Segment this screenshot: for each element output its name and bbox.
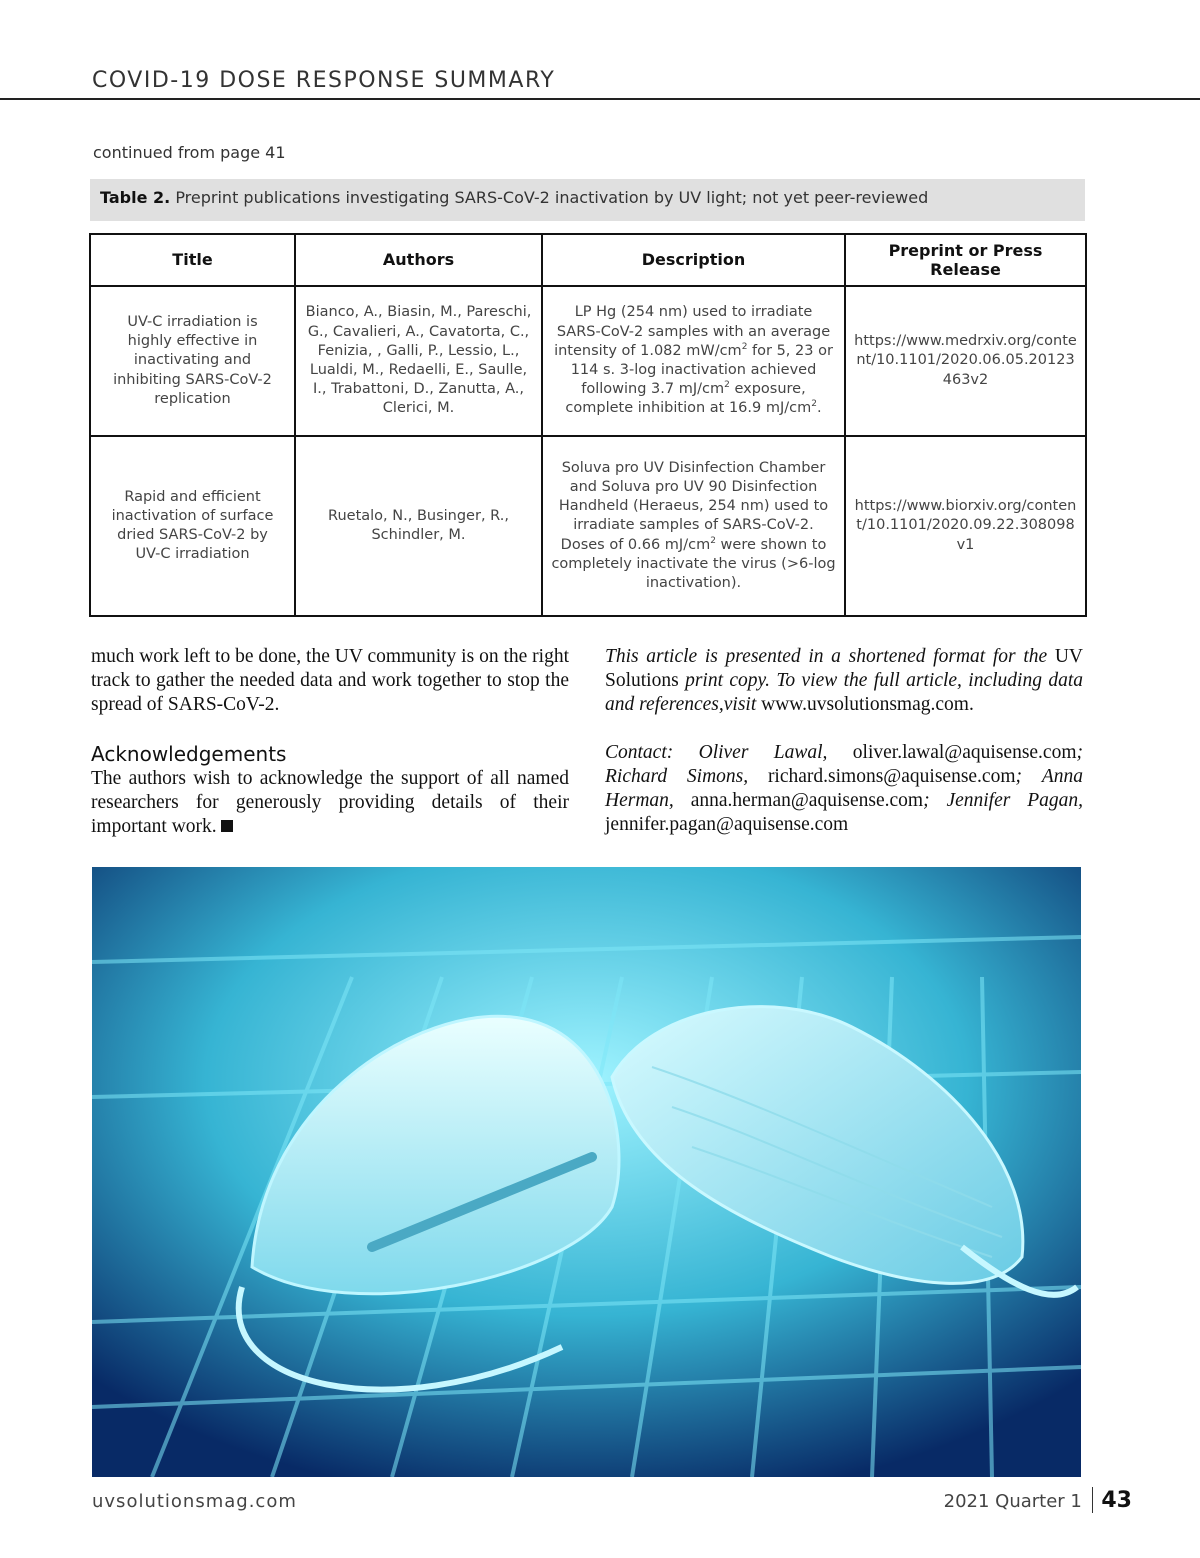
right-column [605,645,1083,837]
masks-illustration [92,867,1081,1477]
footer-site: uvsolutionsmag.com [92,1491,297,1512]
contact-label: Contact: [605,742,674,763]
description-text: exposure, complete inhibition at 16.9 mJ/cm [565,381,812,417]
column-header-link: Preprint or Press Release [845,234,1086,286]
acknowledgements-text [91,767,569,839]
continued-note: continued from page 41 [93,143,286,162]
cell-link[interactable]: https://www.medrxiv.org/content/10.1101/2020.06.05.20123463v2 [845,286,1086,436]
contact-email[interactable]: oliver.lawal@aquisense.com [852,742,1077,763]
description-text: Soluva pro UV Disinfection Chamber and Soluva pro UV 90 Disinfection Handheld (Heraeus, 254 nm) used to irradiate samples of SARS-CoV-2. Doses of 0.66 mJ/cm [558,459,829,553]
preprint-table [89,233,1087,617]
column-header-description: Description [542,234,845,286]
table-row [90,436,1086,616]
contact-name: Richard Simons, [605,766,749,787]
footer-divider [1092,1487,1094,1513]
note-text: print copy. To view the full article, including data and references,visit [605,670,1083,715]
column-header-title: Title [90,234,295,286]
note-text: This article is presented in a shortened format for the [605,646,1048,667]
description-text: for 5, 23 or 114 s. 3-log inactivation achieved following 3.7 mJ/cm [570,342,833,398]
footer-issue-info [944,1487,1132,1513]
table-caption-label: Table 2. [100,188,171,207]
contact-sep: ; [1015,766,1023,787]
end-mark-icon [221,820,233,832]
table-row [90,286,1086,436]
publication-name: UV Solutions [605,646,1083,691]
superscript: 2 [724,380,730,391]
table-caption-text: Preprint publications investigating SARS-CoV-2 inactivation by UV light; not yet peer-reviewed [175,188,929,207]
shortened-note [605,645,1083,717]
left-column [91,645,569,839]
superscript: 2 [811,399,817,410]
contact-name: Oliver Lawal, [698,742,828,763]
contact-name: Anna Herman, [605,766,1083,811]
acknowledgements-body: The authors wish to acknowledge the support of all named researchers for generously providing details of their important work. [91,768,569,837]
cell-authors: Bianco, A., Biasin, M., Pareschi, G., Cavalieri, A., Cavatorta, C., Fenizia, , Galli, P., Lessio, L., Lualdi, M., Redaelli, E., Saulle, I., Trabattoni, D., Zanutta, A., Clerici, M. [295,286,542,436]
cell-title: UV-C irradiation is highly effective in inactivating and inhibiting SARS-CoV-2 replication [90,286,295,436]
table-header-row [90,234,1086,286]
column-header-authors: Authors [295,234,542,286]
contact-sep: ; [923,790,930,811]
acknowledgements-heading: Acknowledgements [91,742,287,766]
contact-email[interactable]: anna.herman@aquisense.com [690,790,924,811]
body-paragraph: much work left to be done, the UV community is on the right track to gather the needed data and work together to stop the spread of SARS-CoV-2. [91,646,569,715]
cell-description [542,436,845,616]
masks-photo [92,867,1081,1477]
header-rule [0,98,1200,100]
superscript: 2 [710,535,716,546]
description-text: LP Hg (254 nm) used to irradiate SARS-CoV-2 samples with an average intensity of 1.082 mW/cm [554,304,831,359]
footer-issue: 2021 Quarter 1 [943,1491,1082,1512]
note-end: . [968,694,974,715]
page-number: 43 [1101,1488,1132,1513]
website-link[interactable]: www.uvsolutionsmag.com [761,694,969,715]
description-text: . [816,400,822,417]
table-caption [90,179,1085,221]
running-title: COVID-19 DOSE RESPONSE SUMMARY [92,68,556,93]
contact-email[interactable]: jennifer.pagan@aquisense.com [605,814,849,835]
contact-info [605,741,1083,837]
contact-sep: ; [1076,742,1084,763]
cell-title: Rapid and efficient inactivation of surface dried SARS-CoV-2 by UV-C irradiation [90,436,295,616]
cell-authors: Ruetalo, N., Businger, R., Schindler, M. [295,436,542,616]
contact-name: Jennifer Pagan, [946,790,1084,811]
cell-description [542,286,845,436]
superscript: 2 [741,341,748,352]
contact-email[interactable]: richard.simons@aquisense.com [767,766,1016,787]
cell-link[interactable]: https://www.biorxiv.org/content/10.1101/2020.09.22.308098v1 [845,436,1086,616]
description-text: were shown to completely inactivate the virus (>6-log inactivation). [551,536,836,591]
